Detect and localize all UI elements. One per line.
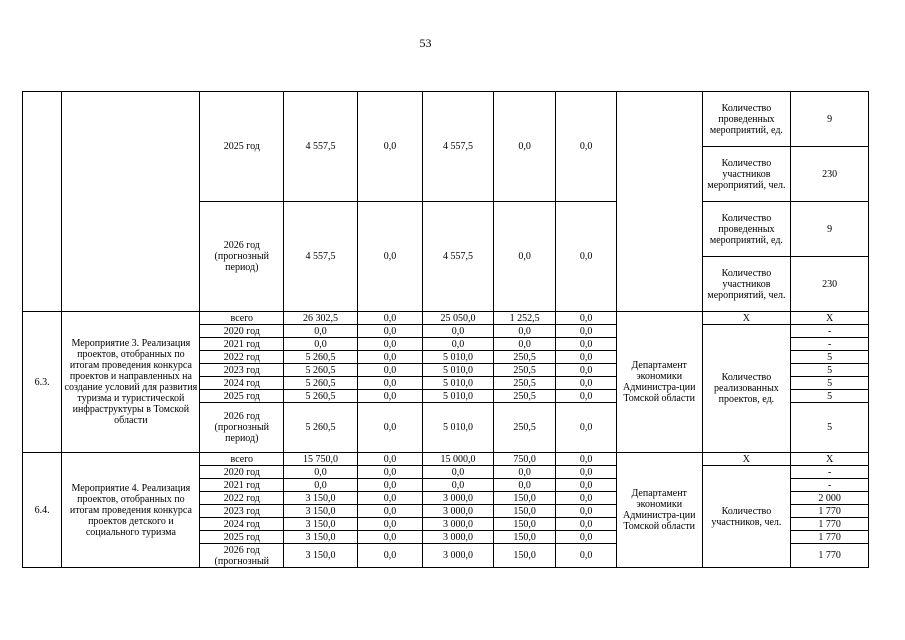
total-cell: 0,0	[284, 479, 358, 492]
indicator-cell: Количество участников мероприятий, чел.	[702, 147, 791, 202]
page-number: 53	[419, 36, 432, 50]
local-cell: 250,5	[493, 390, 556, 403]
total-cell: 0,0	[284, 338, 358, 351]
total-cell: 0,0	[284, 466, 358, 479]
number-cell: 6.3.	[23, 312, 62, 453]
local-cell: 150,0	[493, 518, 556, 531]
indicator-value: 1 770	[791, 544, 869, 568]
number-cell	[23, 92, 62, 312]
extra-cell: 0,0	[556, 325, 617, 338]
indicator-value: 5	[791, 351, 869, 364]
indicator-value: 230	[791, 147, 869, 202]
extra-cell: 0,0	[556, 338, 617, 351]
total-cell: 5 260,5	[284, 351, 358, 364]
regional-cell: 5 010,0	[423, 403, 494, 453]
indicator-value: Х	[791, 312, 869, 325]
year-cell: 2023 год	[200, 505, 284, 518]
year-cell: 2026 год (прогнозный	[200, 544, 284, 568]
program-table	[22, 91, 869, 568]
regional-cell: 3 000,0	[423, 544, 494, 568]
extra-cell: 0,0	[556, 377, 617, 390]
extra-cell: 0,0	[556, 518, 617, 531]
year-cell: 2021 год	[200, 338, 284, 351]
local-cell: 150,0	[493, 544, 556, 568]
extra-cell: 0,0	[556, 92, 617, 202]
federal-cell: 0,0	[357, 544, 423, 568]
number-cell: 6.4.	[23, 453, 62, 568]
table-row	[23, 453, 869, 466]
total-cell: 3 150,0	[284, 544, 358, 568]
indicator-value: Х	[791, 453, 869, 466]
federal-cell: 0,0	[357, 338, 423, 351]
name-cell	[62, 92, 200, 312]
local-cell: 1 252,5	[493, 312, 556, 325]
table-body	[23, 92, 869, 568]
indicator-value: 230	[791, 257, 869, 312]
year-cell: 2024 год	[200, 518, 284, 531]
local-cell: 750,0	[493, 453, 556, 466]
local-cell: 0,0	[493, 202, 556, 312]
indicator-cell: Количество участников мероприятий, чел.	[702, 257, 791, 312]
regional-cell: 0,0	[423, 338, 494, 351]
year-cell: 2026 год (прогнозный период)	[200, 403, 284, 453]
regional-cell: 5 010,0	[423, 390, 494, 403]
year-cell: 2022 год	[200, 351, 284, 364]
federal-cell: 0,0	[357, 351, 423, 364]
regional-cell: 3 000,0	[423, 518, 494, 531]
indicator-cell: Количество проведенных мероприятий, ед.	[702, 92, 791, 147]
federal-cell: 0,0	[357, 403, 423, 453]
indicator-value: -	[791, 479, 869, 492]
regional-cell: 3 000,0	[423, 505, 494, 518]
indicator-cell: Количество участников, чел.	[702, 466, 791, 568]
indicator-value: 1 770	[791, 505, 869, 518]
federal-cell: 0,0	[357, 518, 423, 531]
indicator-value: -	[791, 466, 869, 479]
indicator-cell: Количество проведенных мероприятий, ед.	[702, 202, 791, 257]
total-cell: 5 260,5	[284, 390, 358, 403]
executor-cell: Департамент экономики Администра-ции Томской области	[616, 453, 702, 568]
local-cell: 150,0	[493, 531, 556, 544]
total-cell: 3 150,0	[284, 518, 358, 531]
indicator-value: 5	[791, 403, 869, 453]
total-cell: 5 260,5	[284, 403, 358, 453]
total-cell: 15 750,0	[284, 453, 358, 466]
local-cell: 0,0	[493, 479, 556, 492]
activity-name-cell: Мероприятие 3. Реализация проектов, отобранных по итогам проведения конкурса проектов и направленных на создание условий для развития туризма и туристической инфраструктуры в Томской области	[62, 312, 200, 453]
regional-cell: 5 010,0	[423, 377, 494, 390]
federal-cell: 0,0	[357, 531, 423, 544]
federal-cell: 0,0	[357, 390, 423, 403]
year-cell: 2023 год	[200, 364, 284, 377]
year-cell: 2025 год	[200, 92, 284, 202]
indicator-value: 9	[791, 92, 869, 147]
total-cell: 5 260,5	[284, 364, 358, 377]
year-cell: 2026 год (прогнозный период)	[200, 202, 284, 312]
extra-cell: 0,0	[556, 479, 617, 492]
extra-cell: 0,0	[556, 466, 617, 479]
indicator-value: 5	[791, 377, 869, 390]
indicator-value: 1 770	[791, 531, 869, 544]
table-row	[23, 312, 869, 325]
table-row	[23, 92, 869, 147]
local-cell: 0,0	[493, 92, 556, 202]
year-cell: 2024 год	[200, 377, 284, 390]
indicator-cell: Х	[702, 312, 791, 325]
local-cell: 150,0	[493, 505, 556, 518]
federal-cell: 0,0	[357, 377, 423, 390]
federal-cell: 0,0	[357, 364, 423, 377]
regional-cell: 4 557,5	[423, 92, 494, 202]
extra-cell: 0,0	[556, 390, 617, 403]
extra-cell: 0,0	[556, 453, 617, 466]
federal-cell: 0,0	[357, 492, 423, 505]
extra-cell: 0,0	[556, 505, 617, 518]
regional-cell: 5 010,0	[423, 364, 494, 377]
regional-cell: 5 010,0	[423, 351, 494, 364]
executor-cell	[616, 92, 702, 312]
extra-cell: 0,0	[556, 492, 617, 505]
local-cell: 0,0	[493, 466, 556, 479]
regional-cell: 15 000,0	[423, 453, 494, 466]
year-cell: всего	[200, 312, 284, 325]
federal-cell: 0,0	[357, 479, 423, 492]
regional-cell: 3 000,0	[423, 531, 494, 544]
year-cell: 2025 год	[200, 531, 284, 544]
regional-cell: 3 000,0	[423, 492, 494, 505]
year-cell: 2022 год	[200, 492, 284, 505]
extra-cell: 0,0	[556, 364, 617, 377]
indicator-value: 1 770	[791, 518, 869, 531]
total-cell: 3 150,0	[284, 492, 358, 505]
extra-cell: 0,0	[556, 544, 617, 568]
year-cell: 2020 год	[200, 466, 284, 479]
total-cell: 3 150,0	[284, 505, 358, 518]
indicator-cell: Х	[702, 453, 791, 466]
total-cell: 26 302,5	[284, 312, 358, 325]
indicator-value: 5	[791, 364, 869, 377]
federal-cell: 0,0	[357, 505, 423, 518]
extra-cell: 0,0	[556, 403, 617, 453]
extra-cell: 0,0	[556, 312, 617, 325]
local-cell: 250,5	[493, 351, 556, 364]
federal-cell: 0,0	[357, 202, 423, 312]
local-cell: 150,0	[493, 492, 556, 505]
year-cell: 2021 год	[200, 479, 284, 492]
indicator-value: -	[791, 338, 869, 351]
activity-name-cell: Мероприятие 4. Реализация проектов, отобранных по итогам проведения конкурса проектов детского и социального туризма	[62, 453, 200, 568]
local-cell: 250,5	[493, 364, 556, 377]
regional-cell: 4 557,5	[423, 202, 494, 312]
federal-cell: 0,0	[357, 312, 423, 325]
year-cell: 2020 год	[200, 325, 284, 338]
regional-cell: 25 050,0	[423, 312, 494, 325]
total-cell: 0,0	[284, 325, 358, 338]
local-cell: 250,5	[493, 377, 556, 390]
local-cell: 250,5	[493, 403, 556, 453]
year-cell: 2025 год	[200, 390, 284, 403]
regional-cell: 0,0	[423, 466, 494, 479]
local-cell: 0,0	[493, 338, 556, 351]
indicator-value: 9	[791, 202, 869, 257]
regional-cell: 0,0	[423, 479, 494, 492]
indicator-value: 5	[791, 390, 869, 403]
indicator-value: -	[791, 325, 869, 338]
local-cell: 0,0	[493, 325, 556, 338]
extra-cell: 0,0	[556, 351, 617, 364]
total-cell: 3 150,0	[284, 531, 358, 544]
year-cell: всего	[200, 453, 284, 466]
federal-cell: 0,0	[357, 92, 423, 202]
extra-cell: 0,0	[556, 531, 617, 544]
total-cell: 4 557,5	[284, 92, 358, 202]
executor-cell: Департамент экономики Администра-ции Томской области	[616, 312, 702, 453]
total-cell: 4 557,5	[284, 202, 358, 312]
federal-cell: 0,0	[357, 466, 423, 479]
indicator-cell: Количество реализованных проектов, ед.	[702, 325, 791, 453]
total-cell: 5 260,5	[284, 377, 358, 390]
regional-cell: 0,0	[423, 325, 494, 338]
federal-cell: 0,0	[357, 453, 423, 466]
federal-cell: 0,0	[357, 325, 423, 338]
extra-cell: 0,0	[556, 202, 617, 312]
indicator-value: 2 000	[791, 492, 869, 505]
